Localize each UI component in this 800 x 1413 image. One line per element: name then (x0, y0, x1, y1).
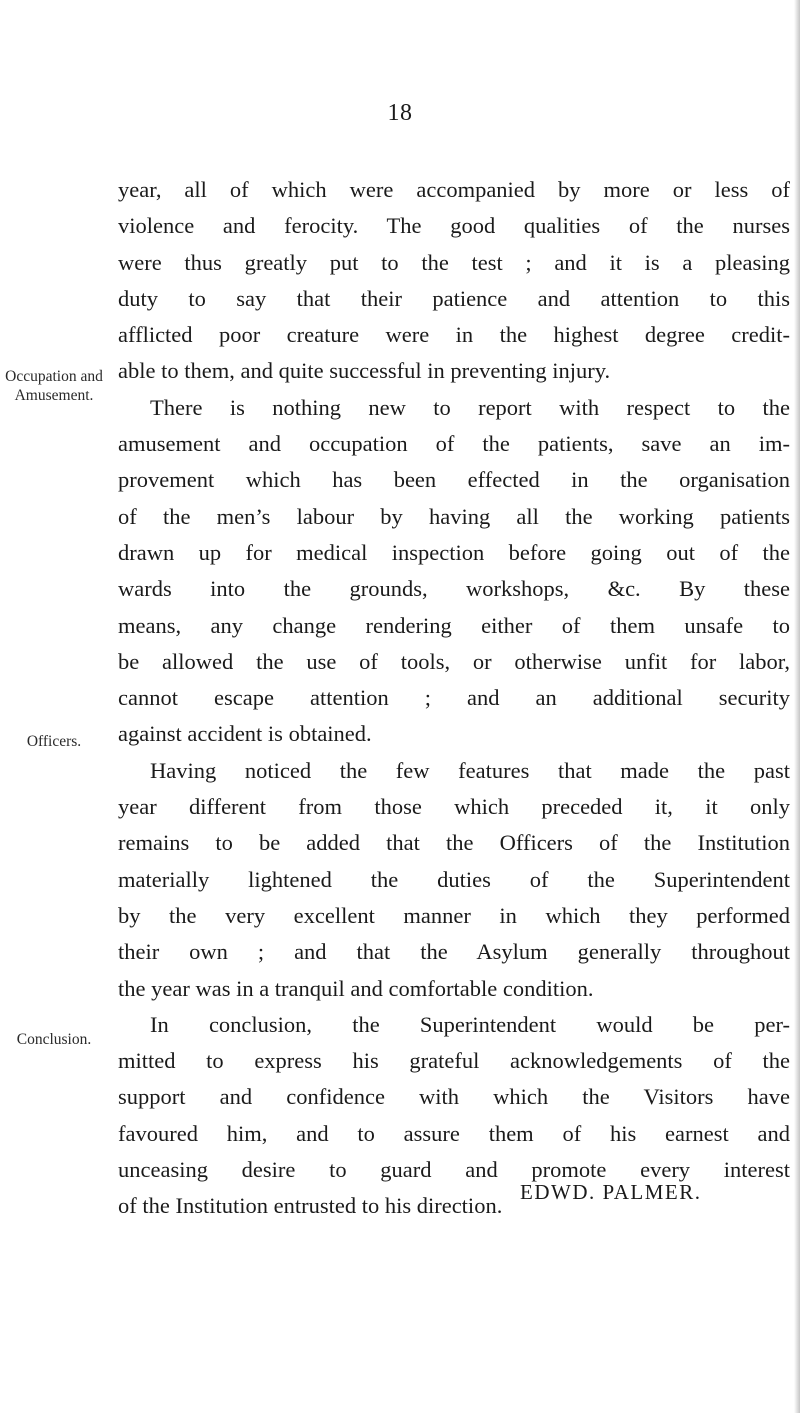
text-line: amusement and occupation of the patients, save an im- (118, 431, 790, 457)
text-line: support and confidence with which the Visitors have (118, 1084, 790, 1110)
text-line: unceasing desire to guard and promote every interest (118, 1157, 790, 1183)
text-line: be allowed the use of tools, or otherwise unfit for labor, (118, 648, 790, 674)
text-line: materially lightened the duties of the Superintendent (118, 866, 790, 892)
text-line: the year was in a tranquil and comfortable condition. (118, 975, 594, 1001)
text-line: their own ; and that the Asylum generally throughout (118, 939, 790, 965)
text-line: mitted to express his grateful acknowledgements of the (118, 1048, 790, 1074)
text-line: means, any change rendering either of them unsafe to (118, 612, 790, 638)
page-edge-shadow (794, 0, 800, 1413)
margin-note-officers: Officers. (26, 733, 82, 750)
text-line: by the very excellent manner in which they performed (118, 902, 790, 928)
margin-note-amusement-line: Amusement. (14, 387, 94, 404)
text-line: were thus greatly put to the test ; and it is a pleasing (118, 249, 790, 275)
margin-note-conclusion: Conclusion. (16, 1031, 92, 1048)
text-line: favoured him, and to assure them of his earnest and (118, 1120, 790, 1146)
text-line: wards into the grounds, workshops, &c. By these (118, 576, 790, 602)
page-number: 18 (387, 100, 413, 126)
text-line: cannot escape attention ; and an additional security (118, 685, 790, 711)
text-line: year different from those which preceded it, it only (118, 794, 790, 820)
text-line: There is nothing new to report with respect to the (150, 394, 790, 420)
text-line: afflicted poor creature were in the highest degree credit- (118, 322, 790, 348)
text-line: violence and ferocity. The good qualities of the nurses (118, 213, 790, 239)
text-line: against accident is obtained. (118, 721, 372, 747)
text-line: of the Institution entrusted to his direction. (118, 1193, 503, 1219)
body-text (118, 172, 790, 1225)
text-line: of the men’s labour by having all the working patients (118, 503, 790, 529)
text-line: duty to say that their patience and attention to this (118, 285, 790, 311)
margin-note-occupation-amusement (4, 367, 104, 405)
signature: EDWD. PALMER. (520, 1180, 702, 1204)
text-line: remains to be added that the Officers of the Institution (118, 830, 790, 856)
text-line: able to them, and quite successful in preventing injury. (118, 358, 611, 384)
text-line: year, all of which were accompanied by more or less of (118, 177, 790, 202)
margin-note-occupation-line: Occupation and (5, 368, 103, 385)
text-line: In conclusion, the Superintendent would be per- (150, 1011, 790, 1037)
text-line: drawn up for medical inspection before going out of the (118, 539, 790, 565)
text-line: provement which has been effected in the organisation (118, 467, 790, 493)
text-line: Having noticed the few features that made the past (150, 757, 790, 783)
